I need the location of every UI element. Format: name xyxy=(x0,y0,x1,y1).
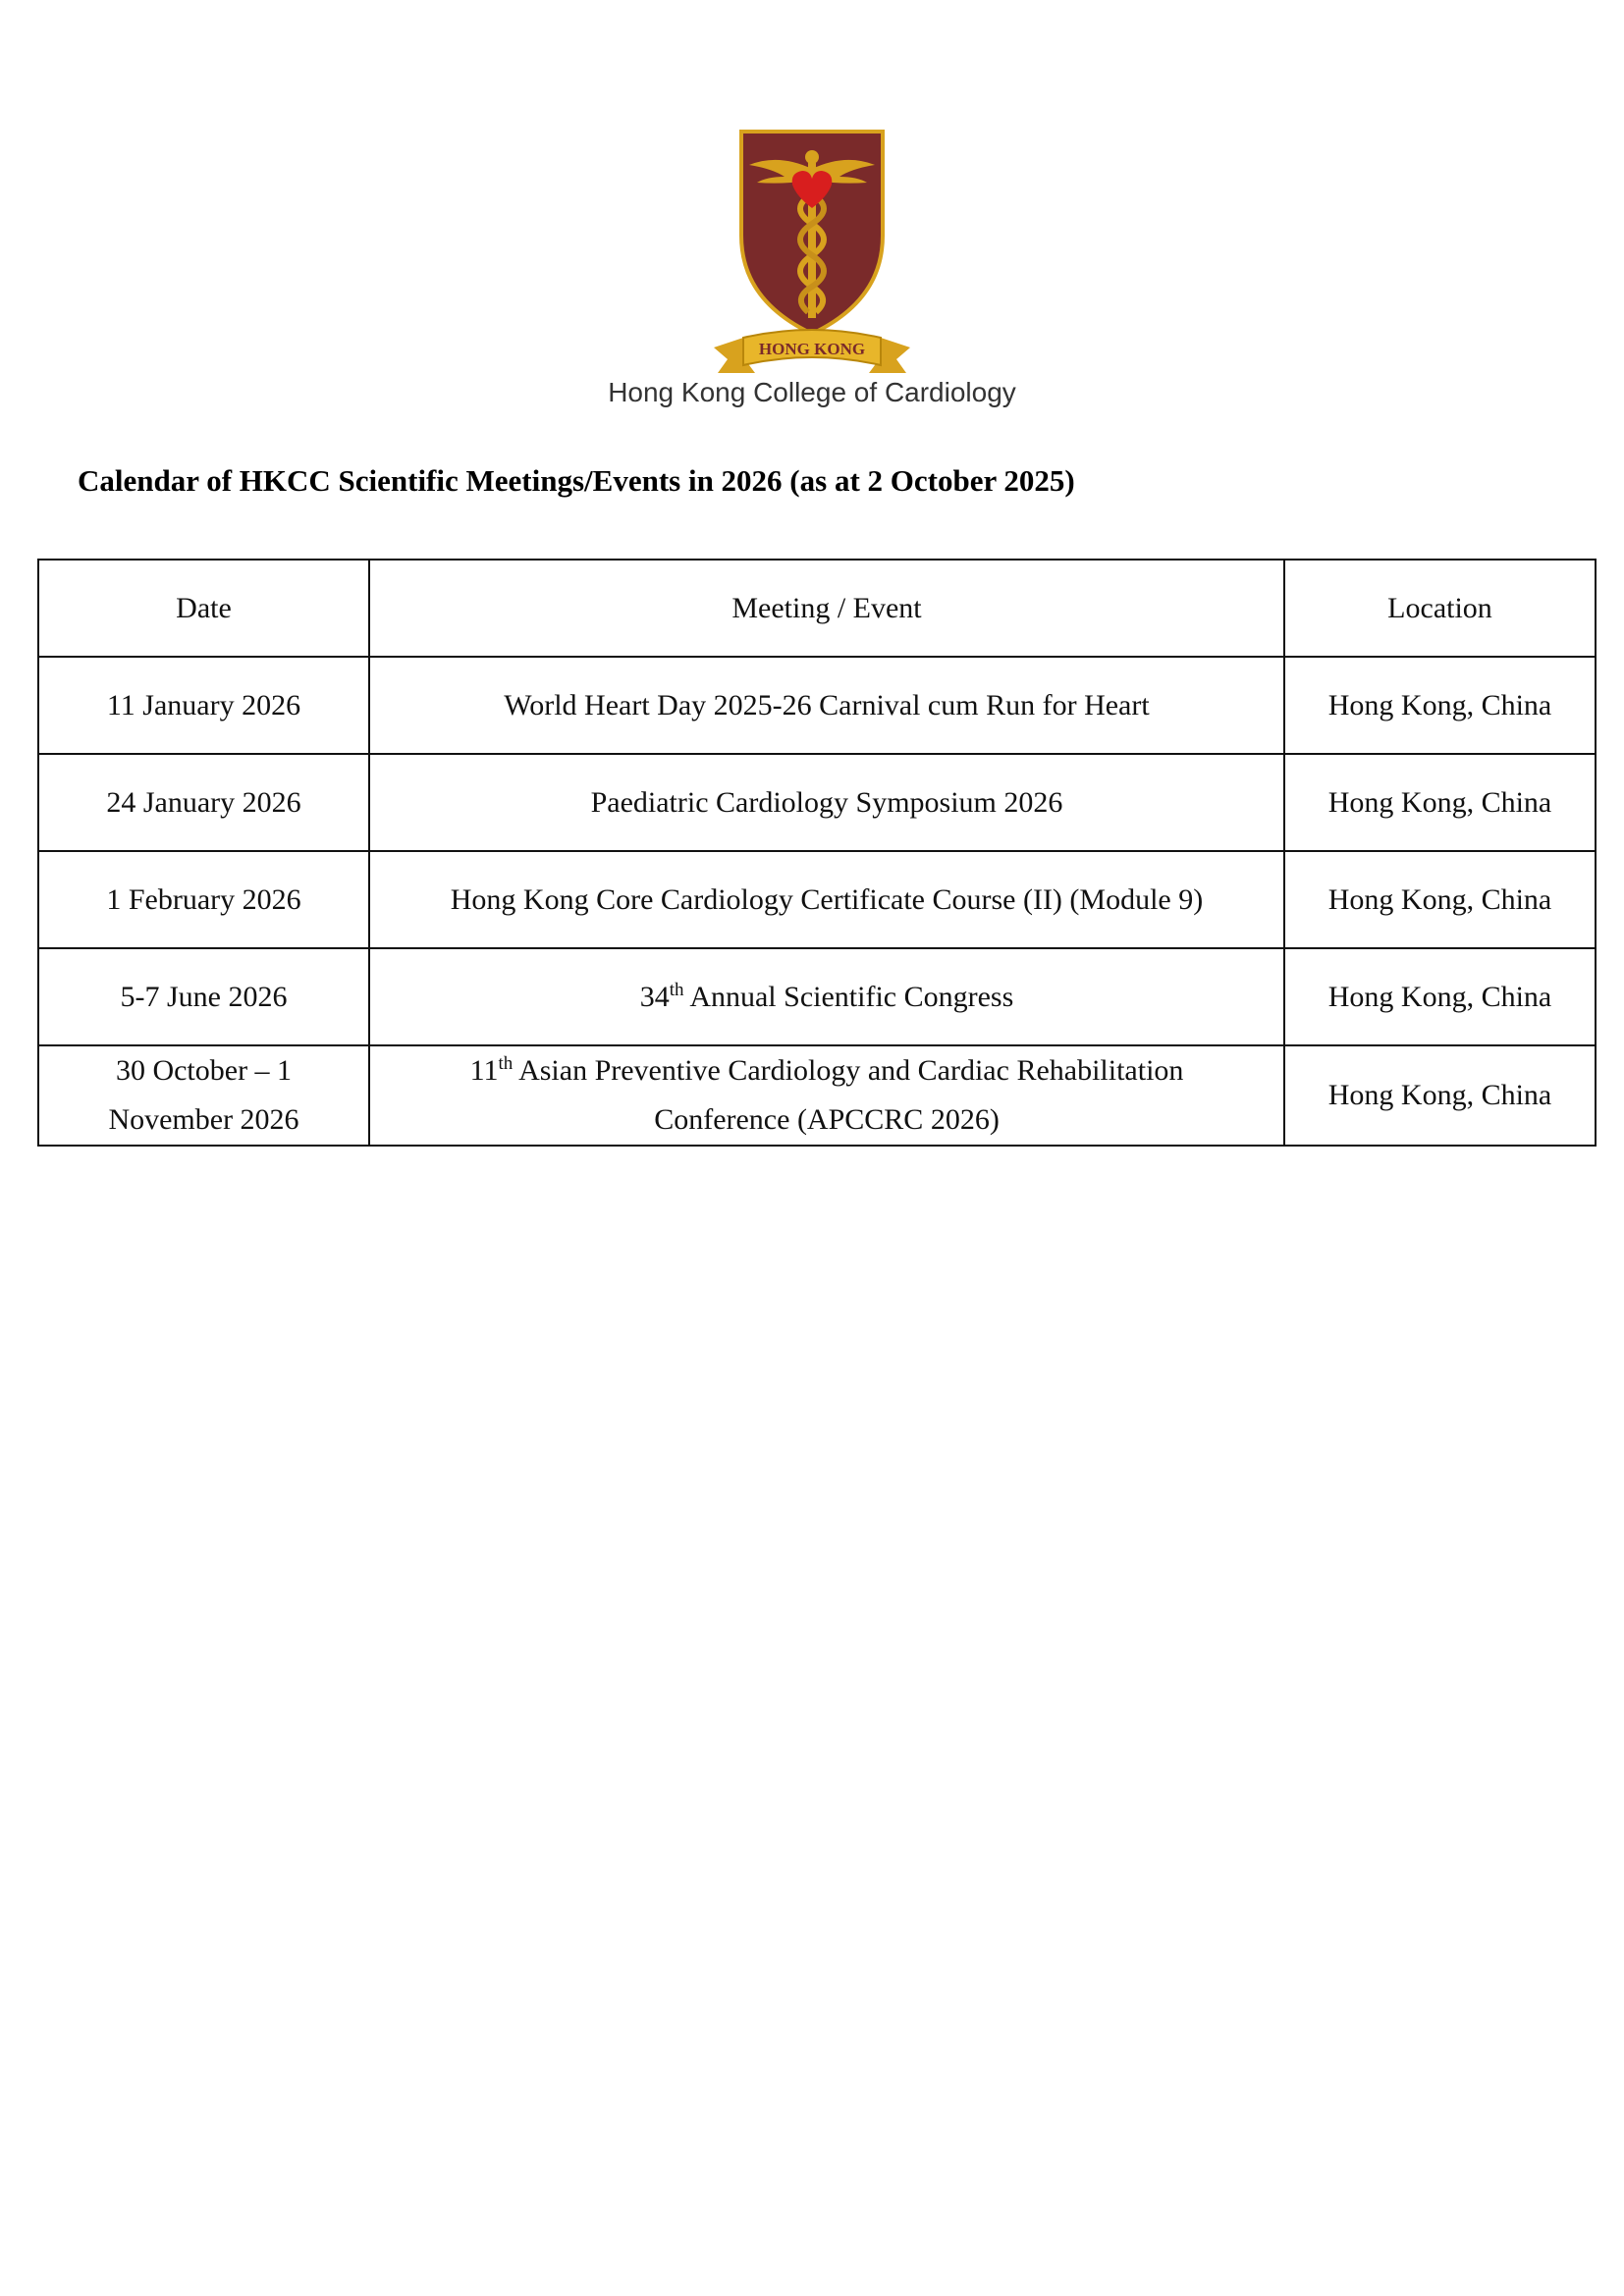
event-date xyxy=(38,1045,369,1146)
event-ordinal-suffix: th xyxy=(669,979,684,1000)
event-location: Hong Kong, China xyxy=(1284,948,1596,1045)
event-ordinal-number: 11 xyxy=(469,1054,499,1087)
page-title: Calendar of HKCC Scientific Meetings/Events in 2026 (as at 2 October 2025) xyxy=(78,463,1075,498)
event-name xyxy=(369,948,1284,1045)
event-date: 24 January 2026 xyxy=(38,754,369,851)
event-location: Hong Kong, China xyxy=(1284,754,1596,851)
event-ordinal-suffix: th xyxy=(498,1053,514,1074)
event-date-line-2: November 2026 xyxy=(108,1103,299,1136)
organization-name: Hong Kong College of Cardiology xyxy=(608,377,1016,407)
event-name-line-1: Asian Preventive Cardiology and Cardiac Rehabilitation xyxy=(513,1054,1184,1087)
event-date: 5-7 June 2026 xyxy=(38,948,369,1045)
table-row xyxy=(38,948,1596,1045)
hkcc-logo xyxy=(0,126,1624,379)
event-name xyxy=(369,1045,1284,1146)
event-date-line-1: 30 October – 1 xyxy=(115,1054,293,1087)
events-table xyxy=(37,559,1597,1147)
event-location: Hong Kong, China xyxy=(1284,657,1596,754)
event-ordinal-number: 34 xyxy=(639,980,670,1013)
table-row xyxy=(38,657,1596,754)
event-location: Hong Kong, China xyxy=(1284,851,1596,948)
event-date: 11 January 2026 xyxy=(38,657,369,754)
event-name-line-2: Conference (APCCRC 2026) xyxy=(654,1103,1000,1136)
column-header-date: Date xyxy=(38,560,369,657)
table-row xyxy=(38,754,1596,851)
table-row xyxy=(38,1045,1596,1146)
event-name: Hong Kong Core Cardiology Certificate Course (II) (Module 9) xyxy=(369,851,1284,948)
column-header-event: Meeting / Event xyxy=(369,560,1284,657)
event-name: World Heart Day 2025-26 Carnival cum Run for Heart xyxy=(369,657,1284,754)
logo-banner-text: HONG KONG xyxy=(758,340,866,358)
event-location: Hong Kong, China xyxy=(1284,1045,1596,1146)
column-header-location: Location xyxy=(1284,560,1596,657)
event-name-text: Annual Scientific Congress xyxy=(683,980,1014,1013)
table-row xyxy=(38,851,1596,948)
hkcc-crest-icon xyxy=(694,126,930,379)
event-date: 1 February 2026 xyxy=(38,851,369,948)
table-header-row xyxy=(38,560,1596,657)
event-name: Paediatric Cardiology Symposium 2026 xyxy=(369,754,1284,851)
